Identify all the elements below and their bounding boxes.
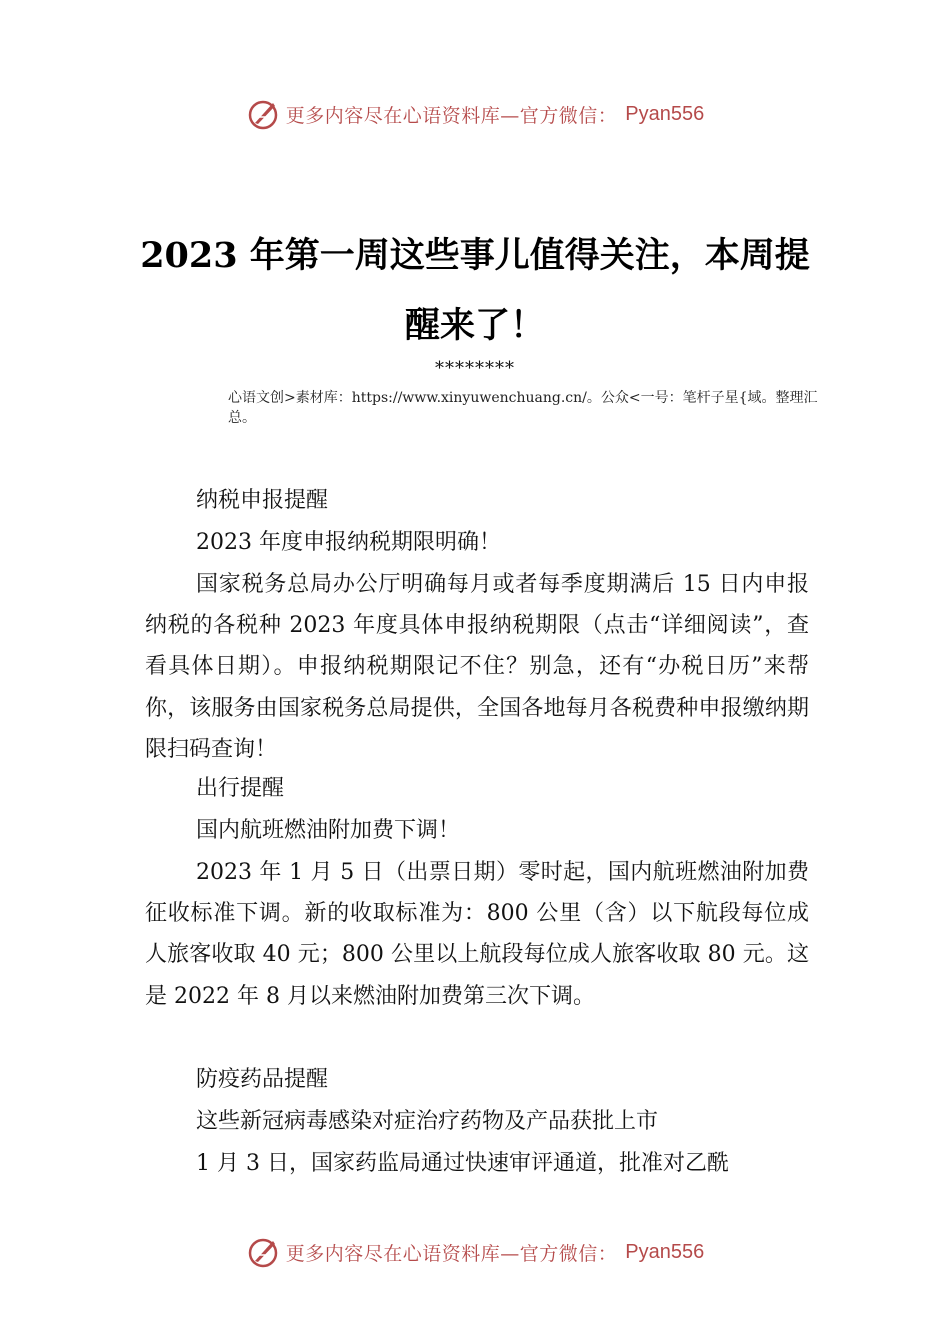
section-heading-medicine: 防疫药品提醒 xyxy=(196,1067,329,1092)
section-subheading-medicine: 这些新冠病毒感染对症治疗药物及产品获批上市 xyxy=(196,1109,659,1134)
footer-banner xyxy=(0,1232,950,1272)
section-heading-travel: 出行提醒 xyxy=(196,776,285,801)
section-subheading-tax: 2023 年度申报纳税期限明确！ xyxy=(196,530,501,555)
page-title-line-1: 2023 年第一周这些事儿值得关注，本周提 xyxy=(140,235,810,276)
banner-wechat-id: Pyan556 xyxy=(625,102,705,125)
banner-wechat-id: Pyan556 xyxy=(625,1240,705,1263)
section-subheading-travel: 国内航班燃油附加费下调！ xyxy=(196,818,461,843)
section-body-medicine: 1 月 3 日，国家药监局通过快速审评通道，批准对乙酰 xyxy=(196,1151,729,1176)
section-heading-tax: 纳税申报提醒 xyxy=(196,488,329,513)
source-note: 心语文创>素材库：https://www.xinyuwenchuang.cn/。公众<一号：笔杆子星{域。整理汇总。 xyxy=(228,390,818,426)
page-title-line-2: 醒来了！ xyxy=(404,305,545,346)
banner-text: 更多内容尽在心语资料库—官方微信： xyxy=(285,104,618,127)
separator: ******** xyxy=(435,358,515,379)
quill-logo-icon xyxy=(246,1235,280,1269)
banner-text: 更多内容尽在心语资料库—官方微信： xyxy=(285,1242,618,1265)
section-body-travel: 2023 年 1 月 5 日（出票日期）零时起，国内航班燃油附加费征收标准下调。新的收取标准为：800 公里（含）以下航段每位成人旅客收取 40 元；800 公里以上航段每位成人旅客收取 80 元。这是 2022 年 8 月以来燃油附加费第三次下调。 xyxy=(145,860,809,1009)
section-body-tax: 国家税务总局办公厅明确每月或者每季度期满后 15 日内申报纳税的各税种 2023 年度具体申报纳税期限（点击“详细阅读”，查看具体日期）。申报纳税期限记不住？别急，还有“办税日历”来帮你，该服务由国家税务总局提供，全国各地每月各税费种申报缴纳期限扫码查询！ xyxy=(145,572,809,762)
header-banner xyxy=(0,94,950,134)
quill-logo-icon xyxy=(246,97,280,131)
